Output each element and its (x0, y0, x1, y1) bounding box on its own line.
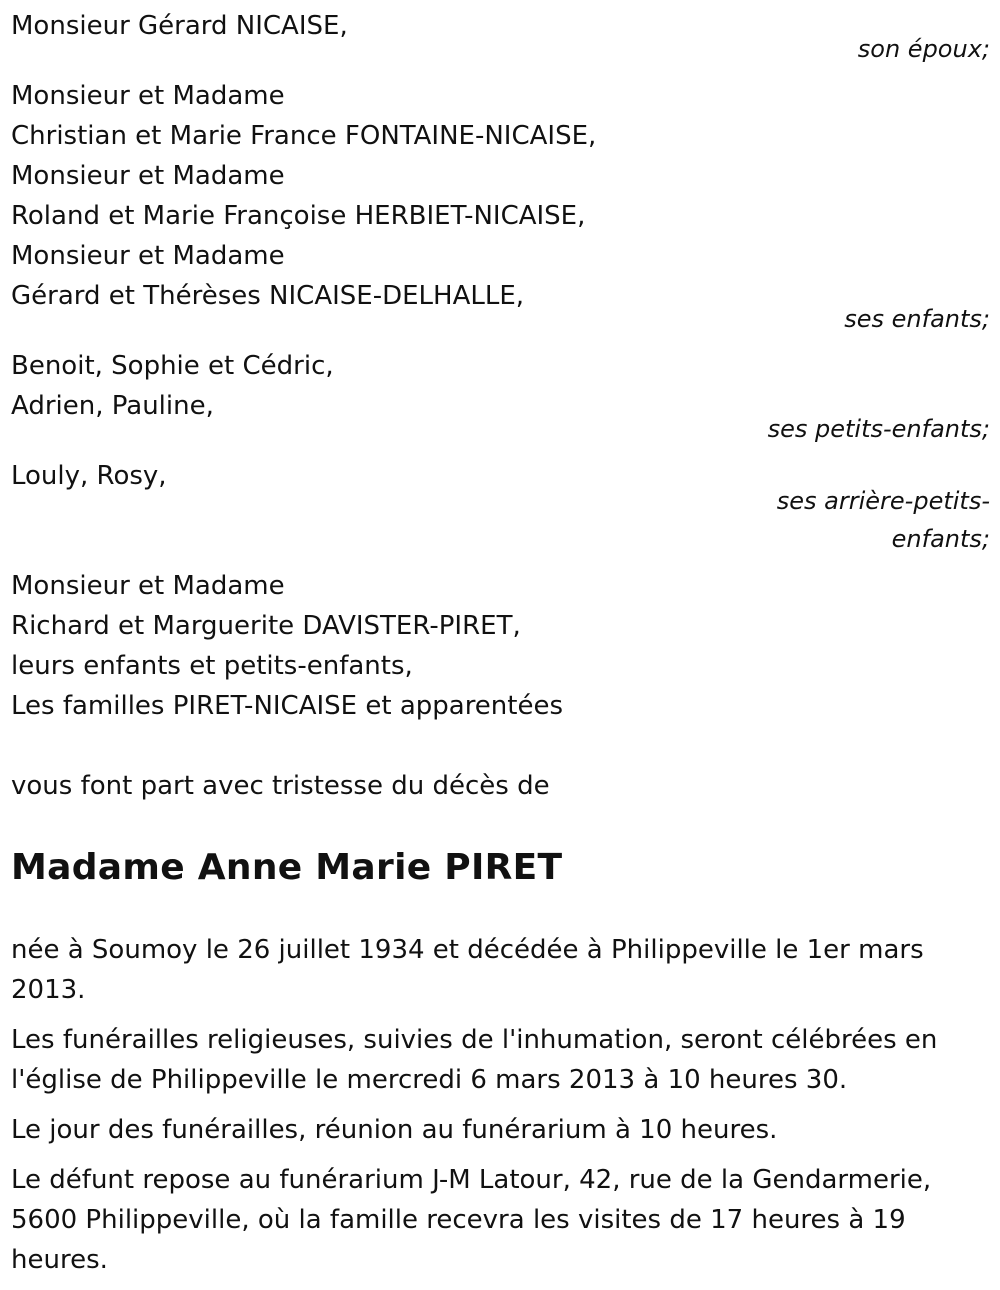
children-line: Roland et Marie Françoise HERBIET-NICAISE, (11, 201, 586, 231)
children-line: Gérard et Thérèses NICAISE-DELHALLE, (11, 281, 525, 311)
announcement-text: vous font part avec tristesse du décès de (11, 771, 550, 801)
funeral-details (11, 930, 990, 1280)
children-role: ses enfants; (844, 305, 990, 333)
spouse-group (11, 6, 990, 68)
spouse-role: son époux; (857, 35, 990, 63)
grandchildren-line: Benoit, Sophie et Cédric, (11, 351, 334, 381)
great-grandchildren-line: Louly, Rosy, (11, 461, 167, 491)
family-line: Richard et Marguerite DAVISTER-PIRET, (11, 611, 521, 641)
grandchildren-role: ses petits-enfants; (767, 415, 990, 443)
grandchildren-line: Adrien, Pauline, (11, 391, 214, 421)
obituary-notice (11, 6, 990, 1290)
deceased-name: Madame Anne Marie PIRET (11, 847, 563, 888)
extended-family-group (11, 566, 990, 726)
grandchildren-group (11, 346, 990, 448)
family-line: Monsieur et Madame (11, 571, 285, 601)
funeral-paragraph: Les funérailles religieuses, suivies de l'inhumation, seront célébrées en l'église de Philippeville le mercredi 6 mars 2013 à 10 heures 30. (11, 1025, 938, 1095)
children-line: Monsieur et Madame (11, 241, 285, 271)
great-grandchildren-role: ses arrière-petits-enfants; (776, 487, 990, 553)
children-line: Monsieur et Madame (11, 161, 285, 191)
resting-place-paragraph: Le défunt repose au funérarium J-M Latour, 42, rue de la Gendarmerie, 5600 Philippeville, où la famille recevra les visites de 17 heures à 19 heures. (11, 1165, 932, 1275)
children-group (11, 76, 990, 338)
spouse-name: Monsieur Gérard NICAISE, (11, 11, 348, 41)
meeting-paragraph: Le jour des funérailles, réunion au funérarium à 10 heures. (11, 1115, 778, 1145)
family-line: Les familles PIRET-NICAISE et apparentées (11, 691, 564, 721)
children-line: Christian et Marie France FONTAINE-NICAISE, (11, 121, 597, 151)
great-grandchildren-group (11, 456, 990, 558)
family-line: leurs enfants et petits-enfants, (11, 651, 413, 681)
birth-death-paragraph: née à Soumoy le 26 juillet 1934 et décédée à Philippeville le 1er mars 2013. (11, 935, 924, 1005)
children-line: Monsieur et Madame (11, 81, 285, 111)
